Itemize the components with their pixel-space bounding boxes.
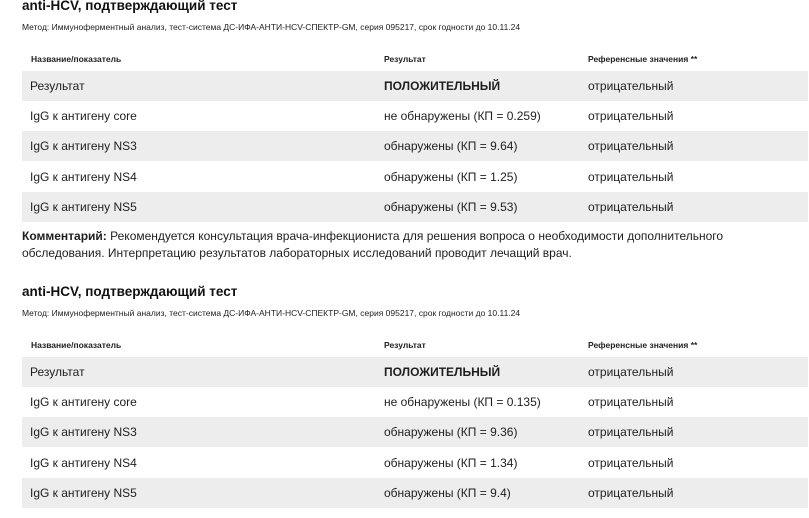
comment (22, 228, 792, 262)
row-reference: отрицательный (588, 425, 674, 439)
row-result: обнаружены (КП = 1.25) (384, 170, 518, 184)
row-reference: отрицательный (588, 79, 674, 93)
table-row (22, 417, 808, 447)
row-reference: отрицательный (588, 486, 674, 500)
row-name: IgG к антигену NS3 (30, 425, 137, 439)
row-result: ПОЛОЖИТЕЛЬНЫЙ (384, 79, 501, 93)
table-row (22, 387, 808, 417)
row-result: обнаружены (КП = 9.64) (384, 139, 518, 153)
header-result: Результат (384, 54, 426, 64)
table-row (22, 131, 808, 161)
row-result: не обнаружены (КП = 0.259) (384, 109, 541, 123)
row-result: ПОЛОЖИТЕЛЬНЫЙ (384, 365, 501, 379)
section-title: anti-HCV, подтверждающий тест (22, 284, 238, 299)
row-name: IgG к антигену NS5 (30, 486, 137, 500)
table-row (22, 192, 808, 222)
header-result: Результат (384, 340, 426, 350)
row-result: обнаружены (КП = 1.34) (384, 456, 518, 470)
section-title: anti-HCV, подтверждающий тест (22, 0, 238, 13)
row-name: Результат (30, 365, 85, 379)
row-reference: отрицательный (588, 395, 674, 409)
table-row (22, 448, 808, 478)
row-name: IgG к антигену NS4 (30, 170, 137, 184)
row-name: IgG к антигену core (30, 395, 137, 409)
row-reference: отрицательный (588, 170, 674, 184)
row-name: Результат (30, 79, 85, 93)
table-row (22, 357, 808, 387)
table-row (22, 101, 808, 131)
row-name: IgG к антигену NS5 (30, 200, 137, 214)
method-description: Метод: Иммуноферментный анализ, тест-система ДС-ИФА-АНТИ-HCV-СПЕКТР-GM, серия 095217, срок годности до 10.11.24 (22, 22, 521, 32)
table-row (22, 162, 808, 192)
row-name: IgG к антигену NS3 (30, 139, 137, 153)
row-reference: отрицательный (588, 139, 674, 153)
row-reference: отрицательный (588, 200, 674, 214)
row-result: обнаружены (КП = 9.53) (384, 200, 518, 214)
row-reference: отрицательный (588, 456, 674, 470)
row-name: IgG к антигену core (30, 109, 137, 123)
row-result: не обнаружены (КП = 0.135) (384, 395, 541, 409)
comment-label: Комментарий: (22, 229, 107, 243)
row-result: обнаружены (КП = 9.4) (384, 486, 511, 500)
row-result: обнаружены (КП = 9.36) (384, 425, 518, 439)
table-row (22, 71, 808, 101)
table-header (22, 338, 808, 352)
row-reference: отрицательный (588, 109, 674, 123)
method-description: Метод: Иммуноферментный анализ, тест-система ДС-ИФА-АНТИ-HCV-СПЕКТР-GM, серия 095217, срок годности до 10.11.24 (22, 308, 521, 318)
table-row (22, 478, 808, 508)
table-header (22, 52, 808, 66)
row-name: IgG к антигену NS4 (30, 456, 137, 470)
header-reference: Референсные значения ** (588, 340, 698, 350)
comment-text: Рекомендуется консультация врача-инфекциониста для решения вопроса о необходимости дополнительного обследования. Интерпретацию результатов лабораторных исследований проводит лечащий врач. (22, 229, 724, 260)
header-name: Название/показатель (31, 340, 122, 350)
header-reference: Референсные значения ** (588, 54, 698, 64)
row-reference: отрицательный (588, 365, 674, 379)
header-name: Название/показатель (31, 54, 122, 64)
